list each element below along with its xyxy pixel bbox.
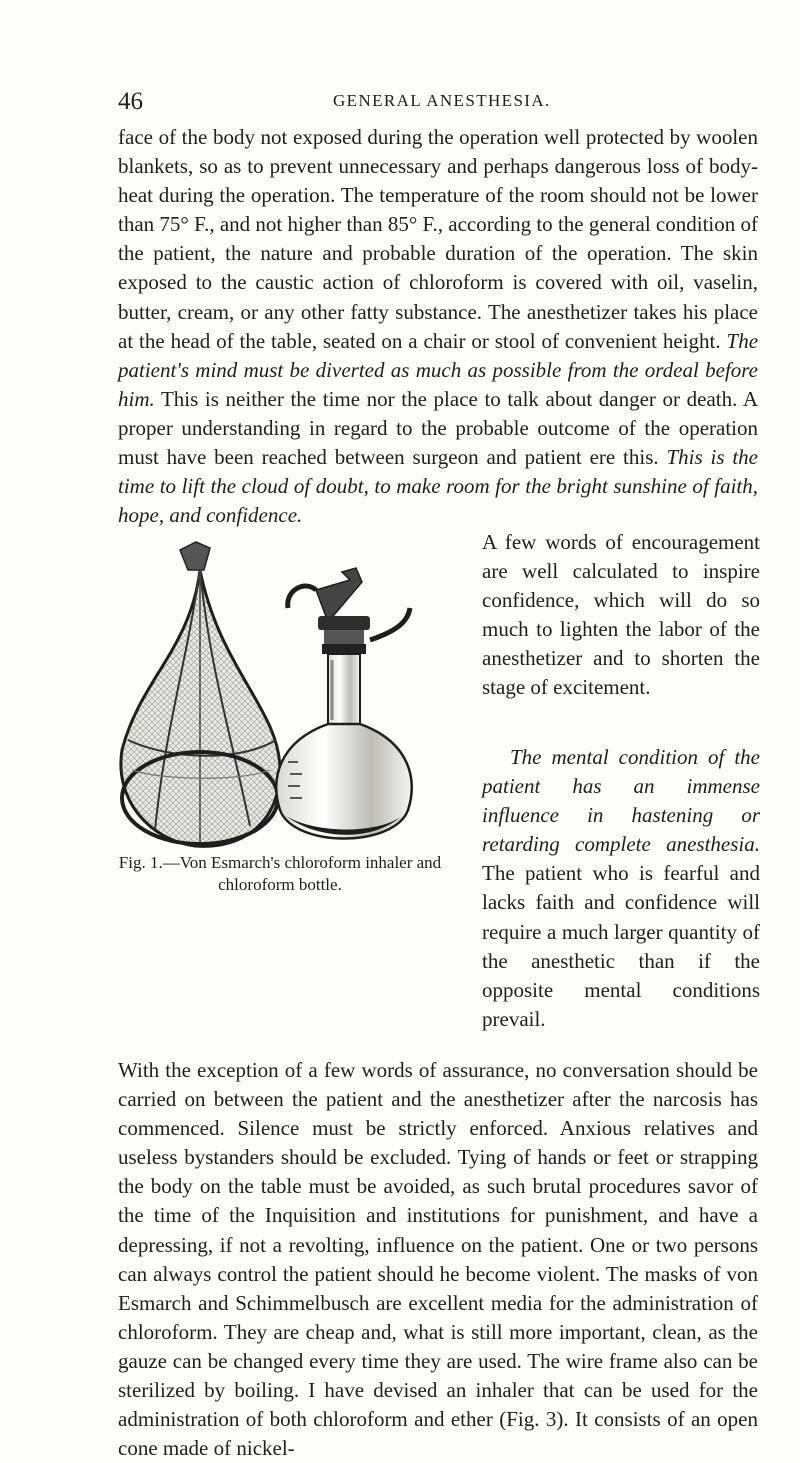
paragraph-1-continued [482,528,760,703]
paragraph-1 [118,123,758,530]
caption-line-1: Fig. 1.—Von Esmarch's chloroform inhaler and [118,853,442,872]
paragraph-1-text-a: face of the body not exposed during the operation well protected by woolen blankets, so as to prevent unnecessary and perhaps dangerous loss of body-heat during the operation. The temperature of the room should not be lower than 75° F., and not higher than 85° F., according to the general condition of the patient, the nature and probable duration of the operation. The skin exposed to the caustic action of chloroform is covered with oil, vaselin, butter, cream, or any other fatty substance. The anesthetizer takes his place at the head of the table, seated on a chair or stool of convenient height. [118,125,758,353]
caption-line-2: chloroform bottle. [218,875,342,894]
paragraph-1-text-b: This is neither the time nor the place to talk about danger or death. A proper understanding in regard to the probable outcome of the operation must have been reached between surgeon and patient ere this. [118,386,758,470]
page-header [118,88,758,118]
chloroform-bottle [276,568,412,839]
paragraph-1-italic-2: This is the time to lift the cloud of doubt, to make room for the bright sunshine of faith, hope, and confidence. [118,445,758,528]
paragraph-2-wrapped [482,743,760,1034]
page-number: 46 [118,88,143,115]
figure-1-caption [80,852,480,896]
figure-1 [110,530,470,860]
inhaler-and-bottle-illustration [110,530,470,860]
chloroform-inhaler-mask [121,542,280,846]
paragraph-1-italic-1: The patient's mind must be diverted as much as possible from the ordeal before him. [118,328,759,411]
paragraph-1-text-c: A few words of encouragement are well calculated to inspire confidence, which will do so much to lighten the labor of the anesthetizer and to shorten the stage of excitement. [482,530,760,700]
paragraph-2-continued [118,1056,758,1463]
paragraph-2-italic: The mental condition of the patient has an immense influence in hastening or retarding complete anesthesia. [482,745,760,857]
running-head: GENERAL ANESTHESIA. [333,91,551,110]
paragraph-2-text-a: The patient who is fearful and lacks faith and confidence will require a much larger quantity of the anesthetic than if the opposite mental conditions prevail. [482,861,760,1031]
paragraph-2-text-b: With the exception of a few words of assurance, no conversation should be carried on between the patient and the anesthetizer after the narcosis has commenced. Silence must be strictly enforced. Anxious relatives and useless bystanders should be excluded. Tying of hands or feet or strapping the body on the table must be avoided, as such brutal procedures savor of the time of the Inquisition and institutions for punishment, and have a depressing, if not a revolting, influence on the patient. One or two persons can always control the patient should he become violent. The masks of von Esmarch and Schimmelbusch are excellent media for the administration of chloroform. They are cheap and, what is still more important, clean, as the gauze can be changed every time they are used. The wire frame also can be sterilized by boiling. I have devised an inhaler that can be used for the administration of both chloroform and ether (Fig. 3). It consists of an open cone made of nickel- [118,1058,758,1461]
